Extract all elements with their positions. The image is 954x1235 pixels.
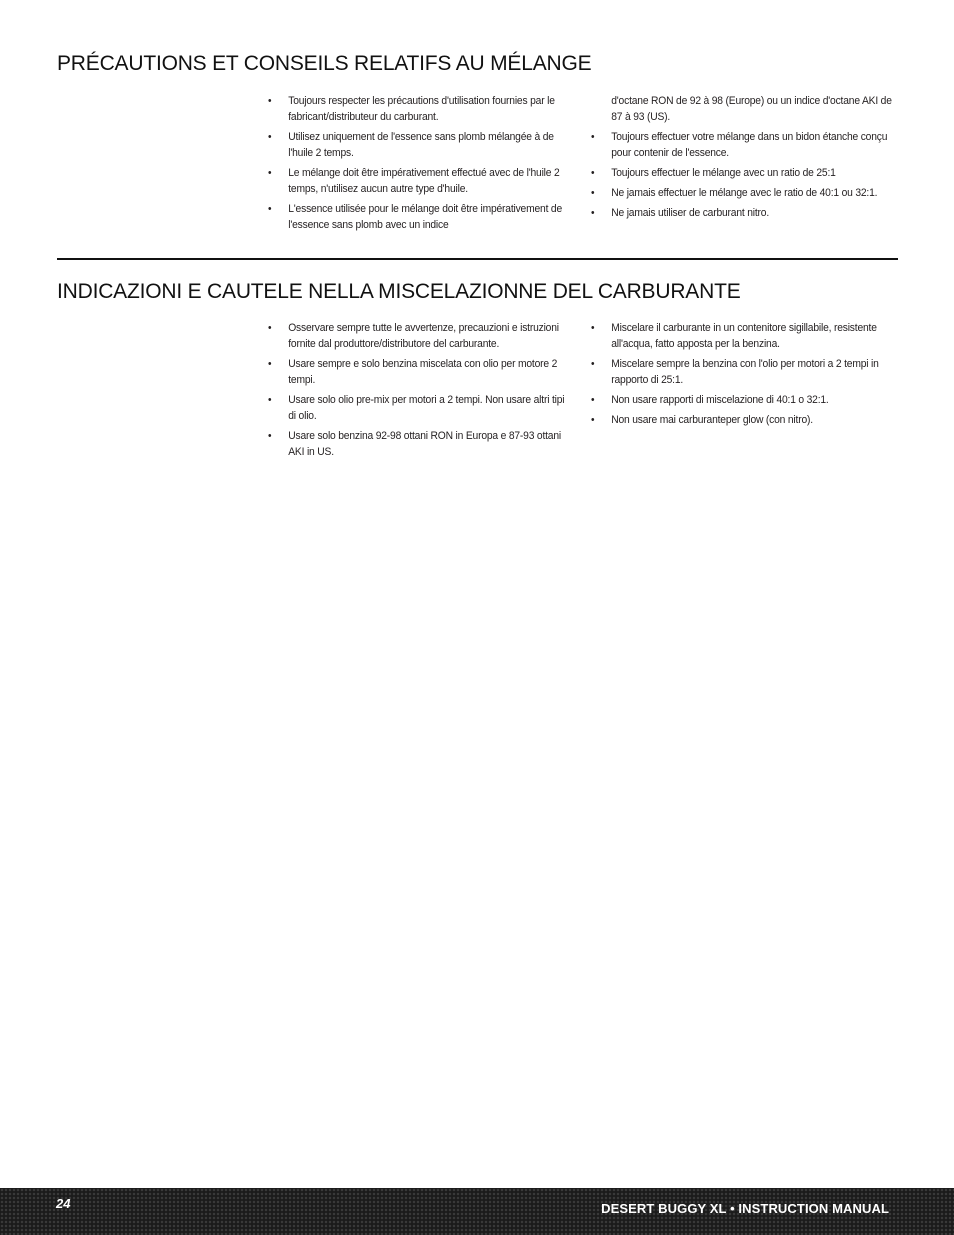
section-divider — [57, 258, 898, 260]
italian-section — [57, 280, 897, 304]
italian-section-title: INDICAZIONI E CAUTELE NELLA MISCELAZIONNE DEL CARBURANTE — [57, 280, 741, 303]
list-item: • Ne jamais utiliser de carburant nitro. — [591, 205, 896, 221]
french-section — [57, 52, 897, 76]
list-item: • L'essence utilisée pour le mélange doit être impérativement de l'essence sans plomb avec un indice — [268, 201, 573, 233]
french-left-column — [268, 93, 591, 237]
list-item: • Usare solo benzina 92-98 ottani RON in Europa e 87-93 ottani AKI in US. — [268, 428, 573, 460]
list-item: • Miscelare sempre la benzina con l'olio per motori a 2 tempi in rapporto di 25:1. — [591, 356, 896, 388]
list-item: • Toujours effectuer votre mélange dans un bidon étanche conçu pour contenir de l'essence. — [591, 129, 896, 161]
list-item: • Usare solo olio pre-mix per motori a 2 tempi. Non usare altri tipi di olio. — [268, 392, 573, 424]
list-item: • Ne jamais effectuer le mélange avec le ratio de 40:1 ou 32:1. — [591, 185, 896, 201]
italian-left-column — [268, 320, 591, 464]
italian-columns — [268, 320, 891, 464]
list-item: • Usare sempre e solo benzina miscelata con olio per motore 2 tempi. — [268, 356, 573, 388]
french-section-title: PRÉCAUTIONS ET CONSEILS RELATIFS AU MÉLANGE — [57, 52, 592, 75]
french-columns — [268, 93, 891, 237]
list-item: • Utilisez uniquement de l'essence sans plomb mélangée à de l'huile 2 temps. — [268, 129, 573, 161]
list-item: • Toujours effectuer le mélange avec un ratio de 25:1 — [591, 165, 896, 181]
list-item: • Le mélange doit être impérativement effectué avec de l'huile 2 temps, n'utilisez aucun autre type d'huile. — [268, 165, 573, 197]
page-number: 24 — [56, 1196, 71, 1211]
list-item: • Osservare sempre tutte le avvertenze, precauzioni e istruzioni fornite dal produttore/distributore del carburante. — [268, 320, 573, 352]
list-item: • Toujours respecter les précautions d'utilisation fournies par le fabricant/distributeur du carburant. — [268, 93, 573, 125]
list-item: • Miscelare il carburante in un contenitore sigillabile, resistente all'acqua, fatto apposta per la benzina. — [591, 320, 896, 352]
page-footer — [0, 1188, 954, 1235]
manual-title: DESERT BUGGY XL • INSTRUCTION MANUAL — [601, 1201, 889, 1216]
italian-right-column — [591, 320, 891, 464]
list-item-continuation: d'octane RON de 92 à 98 (Europe) ou un indice d'octane AKI de 87 à 93 (US). — [611, 95, 892, 123]
french-right-column — [591, 93, 891, 237]
list-item: • Non usare rapporti di miscelazione di 40:1 o 32:1. — [591, 392, 896, 408]
list-item: • Non usare mai carburanteper glow (con nitro). — [591, 412, 896, 428]
